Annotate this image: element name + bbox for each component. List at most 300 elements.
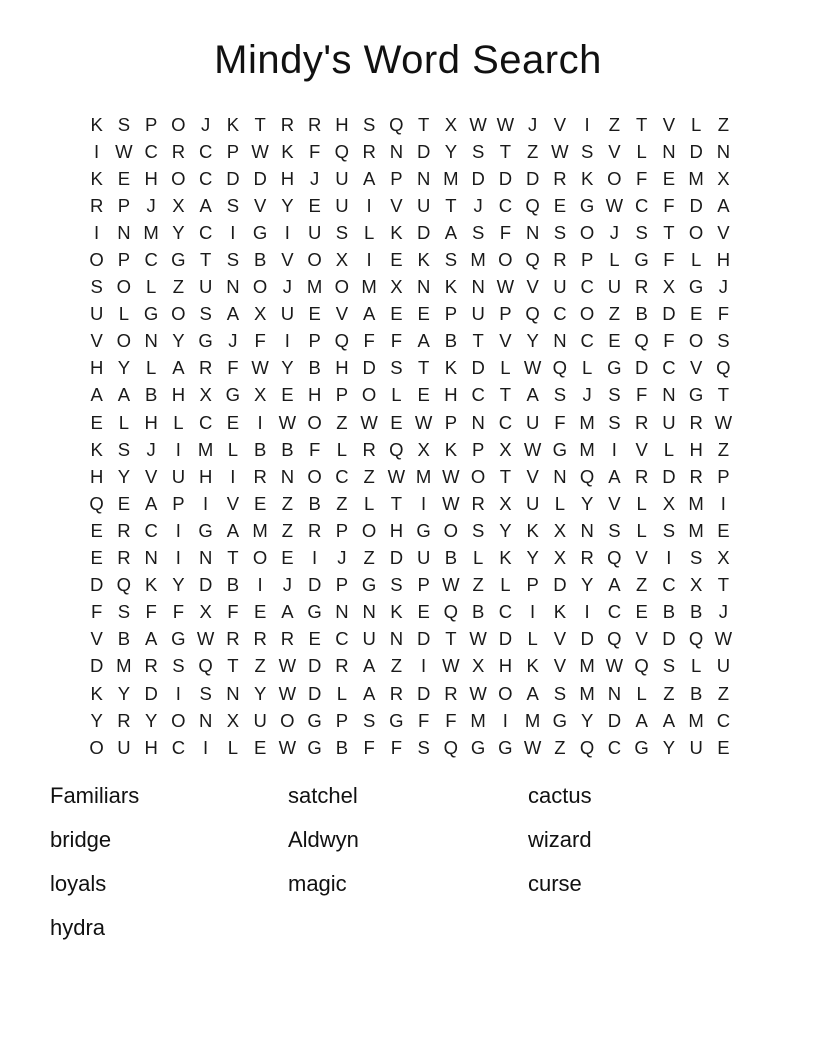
grid-cell: T (472, 330, 484, 352)
grid-cell: D (416, 628, 431, 650)
grid-cell: T (717, 574, 730, 596)
grid-cell: R (634, 411, 649, 433)
grid-cell: Q (443, 601, 459, 623)
grid-cell: S (689, 547, 703, 569)
grid-cell: M (688, 709, 704, 731)
grid-cell: V (253, 194, 267, 216)
grid-cell: X (417, 438, 430, 460)
grid-cell: Q (334, 330, 350, 352)
grid-cell: I (720, 492, 726, 514)
grid-cell: U (471, 303, 485, 325)
grid-cell: Y (580, 709, 594, 731)
grid-cell: C (198, 221, 213, 243)
grid-cell: J (718, 601, 728, 623)
grid-cell: Z (717, 438, 730, 460)
grid-cell: J (146, 194, 156, 216)
grid-cell: Z (390, 655, 403, 677)
grid-cell: X (444, 113, 458, 135)
grid-cell: H (444, 384, 458, 406)
grid-cell: L (145, 357, 157, 379)
grid-cell: W (551, 140, 569, 162)
grid-cell: E (717, 519, 730, 541)
grid-cell: S (417, 736, 430, 758)
grid-cell: D (362, 357, 376, 379)
grid-cell: C (498, 601, 513, 623)
grid-cell: X (499, 492, 512, 514)
grid-cell: W (278, 411, 297, 433)
grid-cell: V (144, 465, 158, 487)
grid-cell: J (146, 438, 156, 460)
grid-cell: C (607, 601, 622, 623)
grid-cell: V (390, 194, 403, 216)
grid-cell: P (144, 113, 158, 135)
grid-cell: N (471, 276, 485, 298)
grid-cell: Q (552, 357, 568, 379)
grid-cell: N (471, 411, 485, 433)
grid-cell: E (226, 411, 240, 433)
grid-cell: R (553, 249, 567, 271)
grid-cell: P (471, 438, 485, 460)
grid-cell: O (116, 276, 132, 298)
grid-cell: V (281, 249, 294, 271)
grid-cell: E (308, 194, 321, 216)
grid-cell: X (717, 547, 730, 569)
grid-cell: I (530, 601, 536, 623)
grid-cell: I (284, 221, 290, 243)
grid-cell: D (525, 167, 540, 189)
grid-cell: P (117, 194, 131, 216)
grid-cell: X (662, 276, 676, 298)
grid-cell: V (526, 465, 539, 487)
grid-cell: W (496, 113, 515, 135)
grid-cell: B (335, 736, 349, 758)
grid-cell: D (634, 357, 649, 379)
grid-cell: N (198, 547, 213, 569)
grid-cell: S (553, 384, 567, 406)
grid-cell: B (689, 682, 703, 704)
grid-cell: W (523, 438, 542, 460)
word-list-item: loyals (50, 871, 107, 896)
grid-cell: J (528, 113, 538, 135)
grid-cell: L (145, 276, 157, 298)
grid-cell: P (226, 140, 240, 162)
grid-cell: K (226, 113, 240, 135)
grid-cell: A (226, 519, 240, 541)
grid-cell: E (717, 736, 730, 758)
grid-cell: K (144, 574, 158, 596)
grid-cell: L (690, 655, 702, 677)
grid-cell: S (362, 709, 376, 731)
grid-cell: A (362, 682, 376, 704)
grid-cell: K (390, 601, 403, 623)
grid-cell: H (144, 167, 158, 189)
grid-cell: R (280, 113, 295, 135)
grid-cell: K (281, 140, 294, 162)
grid-cell: N (198, 709, 213, 731)
grid-cell: E (253, 492, 267, 514)
grid-cell: N (553, 330, 567, 352)
grid-cell: L (391, 384, 402, 406)
grid-cell: A (526, 682, 539, 704)
grid-cell: W (387, 465, 406, 487)
grid-cell: A (362, 303, 376, 325)
grid-cell: H (89, 465, 104, 487)
word-list-item: Familiars (50, 783, 140, 808)
grid-cell: T (717, 384, 730, 406)
grid-cell: W (442, 574, 460, 596)
grid-cell: G (688, 276, 704, 298)
grid-cell: R (117, 547, 131, 569)
grid-cell: O (579, 303, 595, 325)
grid-cell: W (469, 682, 487, 704)
grid-cell: D (416, 682, 431, 704)
grid-cell: E (90, 519, 103, 541)
grid-cell: F (254, 330, 266, 352)
grid-cell: M (197, 438, 214, 460)
grid-cell: E (390, 249, 403, 271)
puzzle-title: Mindy's Word Search (214, 38, 602, 82)
grid-cell: Y (281, 194, 294, 216)
grid-cell: D (416, 140, 431, 162)
grid-cell: S (199, 303, 212, 325)
grid-cell: O (688, 221, 704, 243)
grid-cell: O (307, 465, 322, 487)
grid-cell: Z (172, 276, 185, 298)
grid-cell: Q (525, 249, 540, 271)
grid-cell: G (634, 249, 649, 271)
grid-cell: U (525, 411, 540, 433)
grid-cell: G (607, 357, 622, 379)
grid-cell: U (307, 221, 322, 243)
grid-cell: X (335, 249, 349, 271)
grid-cell: L (609, 249, 620, 271)
grid-cell: L (690, 249, 702, 271)
grid-cell: K (580, 167, 594, 189)
grid-cell: J (609, 221, 619, 243)
grid-cell: O (171, 167, 186, 189)
grid-cell: P (172, 492, 185, 514)
grid-cell: S (717, 330, 730, 352)
grid-cell: F (663, 330, 675, 352)
grid-cell: I (584, 601, 590, 623)
grid-cell: Z (254, 655, 266, 677)
grid-cell: R (117, 709, 131, 731)
grid-cell: E (417, 384, 430, 406)
grid-cell: X (689, 574, 703, 596)
grid-cell: E (553, 194, 567, 216)
grid-cell: O (171, 709, 186, 731)
grid-cell: L (554, 492, 566, 514)
word-search-grid (83, 111, 737, 761)
grid-cell: P (499, 303, 512, 325)
grid-cell: F (227, 357, 239, 379)
grid-cell: Y (117, 682, 131, 704)
grid-cell: G (579, 194, 595, 216)
grid-cell: Y (253, 682, 267, 704)
grid-cell: L (663, 438, 675, 460)
grid-cell: I (175, 682, 181, 704)
grid-cell: A (172, 357, 185, 379)
grid-cell: S (635, 221, 648, 243)
word-list-item: satchel (288, 783, 358, 808)
grid-cell: H (89, 357, 104, 379)
grid-cell: S (471, 140, 485, 162)
grid-cell: L (500, 574, 511, 596)
grid-cell: D (689, 194, 703, 216)
grid-cell: W (523, 357, 542, 379)
grid-cell: V (553, 628, 567, 650)
grid-cell: H (689, 438, 703, 460)
grid-cell: T (499, 465, 512, 487)
grid-cell: B (253, 249, 267, 271)
grid-cell: X (471, 655, 485, 677)
grid-cell: Y (144, 709, 158, 731)
grid-cell: A (662, 709, 676, 731)
grid-cell: R (144, 655, 158, 677)
grid-cell: V (662, 113, 676, 135)
grid-cell: E (390, 411, 403, 433)
grid-cell: M (524, 709, 541, 731)
grid-cell: Y (526, 547, 539, 569)
grid-cell: R (471, 492, 485, 514)
grid-cell: Y (117, 357, 131, 379)
grid-cell: I (175, 547, 181, 569)
grid-cell: P (580, 249, 594, 271)
grid-cell: E (635, 601, 648, 623)
grid-cell: S (362, 113, 376, 135)
grid-cell: U (171, 465, 186, 487)
grid-cell: J (228, 330, 238, 352)
grid-cell: R (307, 113, 322, 135)
grid-cell: L (227, 736, 239, 758)
grid-cell: P (335, 519, 349, 541)
grid-cell: M (252, 519, 268, 541)
grid-cell: M (415, 465, 432, 487)
grid-cell: W (496, 276, 515, 298)
grid-cell: Z (526, 140, 539, 162)
grid-cell: Q (389, 113, 404, 135)
grid-cell: O (307, 411, 322, 433)
grid-cell: G (552, 709, 568, 731)
grid-cell: G (688, 384, 704, 406)
grid-cell: N (226, 276, 240, 298)
grid-cell: V (226, 492, 240, 514)
grid-cell: D (389, 547, 404, 569)
grid-cell: S (608, 384, 621, 406)
grid-cell: Q (198, 655, 213, 677)
grid-cell: F (445, 709, 457, 731)
grid-cell: Q (334, 140, 350, 162)
grid-cell: Z (281, 492, 294, 514)
grid-cell: C (144, 140, 158, 162)
grid-cell: O (361, 519, 377, 541)
word-list-column (528, 774, 592, 906)
grid-cell: L (336, 682, 348, 704)
grid-cell: N (716, 140, 731, 162)
grid-cell: G (252, 221, 268, 243)
grid-cell: R (580, 547, 594, 569)
grid-cell: Y (172, 574, 185, 596)
grid-cell: S (90, 276, 103, 298)
grid-cell: V (717, 221, 730, 243)
grid-cell: W (278, 655, 297, 677)
grid-cell: G (307, 601, 322, 623)
grid-cell: Q (443, 736, 459, 758)
grid-cell: G (416, 519, 431, 541)
grid-cell: B (253, 438, 267, 460)
grid-cell: X (662, 492, 676, 514)
grid-cell: C (144, 519, 158, 541)
grid-cell: D (471, 167, 485, 189)
grid-cell: D (307, 574, 322, 596)
grid-cell: G (198, 330, 213, 352)
grid-cell: D (307, 682, 322, 704)
grid-cell: L (636, 519, 647, 541)
grid-cell: C (335, 465, 349, 487)
grid-cell: N (607, 682, 622, 704)
grid-cell: E (117, 492, 131, 514)
grid-cell: O (443, 519, 459, 541)
grid-cell: I (366, 249, 372, 271)
grid-cell: H (335, 113, 349, 135)
grid-cell: L (472, 547, 484, 569)
grid-cell: U (335, 167, 349, 189)
grid-cell: E (117, 167, 131, 189)
grid-cell: S (608, 411, 621, 433)
grid-cell: C (498, 411, 513, 433)
grid-cell: Q (89, 492, 104, 514)
grid-cell: X (553, 519, 567, 541)
grid-cell: W (414, 411, 433, 433)
grid-cell: P (390, 167, 403, 189)
grid-cell: Z (635, 574, 648, 596)
grid-cell: A (281, 601, 294, 623)
grid-cell: R (634, 276, 649, 298)
grid-cell: Y (172, 221, 185, 243)
word-list-item: hydra (50, 915, 106, 940)
grid-cell: D (416, 221, 431, 243)
grid-cell: O (498, 682, 513, 704)
grid-cell: T (227, 547, 239, 569)
grid-cell: O (498, 249, 513, 271)
grid-cell: R (389, 682, 404, 704)
grid-cell: Z (608, 113, 621, 135)
grid-cell: F (499, 221, 512, 243)
grid-cell: A (144, 492, 158, 514)
grid-cell: G (470, 736, 486, 758)
grid-cell: P (308, 330, 321, 352)
grid-cell: U (662, 411, 676, 433)
grid-cell: H (498, 655, 513, 677)
grid-cell: D (253, 167, 267, 189)
grid-cell: B (144, 384, 158, 406)
grid-cell: V (335, 303, 349, 325)
grid-cell: O (470, 465, 486, 487)
grid-cell: C (662, 357, 676, 379)
grid-cell: V (499, 330, 512, 352)
grid-cell: P (444, 303, 458, 325)
grid-cell: L (363, 492, 375, 514)
grid-cell: B (308, 492, 321, 514)
grid-cell: T (417, 357, 430, 379)
grid-cell: P (417, 574, 430, 596)
grid-cell: Q (716, 357, 731, 379)
grid-cell: F (390, 330, 403, 352)
grid-cell: G (307, 736, 322, 758)
grid-cell: F (363, 330, 375, 352)
grid-cell: V (608, 492, 621, 514)
grid-cell: B (308, 357, 321, 379)
grid-cell: C (198, 167, 213, 189)
grid-cell: J (310, 167, 320, 189)
grid-cell: W (196, 628, 215, 650)
grid-cell: B (635, 303, 648, 325)
grid-cell: U (253, 709, 267, 731)
grid-cell: D (689, 140, 703, 162)
grid-cell: H (307, 384, 322, 406)
grid-cell: N (280, 465, 295, 487)
grid-cell: L (500, 357, 511, 379)
grid-cell: Q (116, 574, 132, 596)
grid-cell: S (662, 519, 676, 541)
grid-cell: F (417, 709, 430, 731)
grid-cell: R (689, 411, 703, 433)
grid-cell: E (417, 601, 430, 623)
grid-cell: E (253, 601, 267, 623)
grid-cell: B (689, 601, 703, 623)
grid-cell: B (226, 574, 240, 596)
grid-cell: F (635, 167, 648, 189)
grid-cell: J (582, 384, 592, 406)
grid-cell: W (251, 140, 269, 162)
grid-cell: A (199, 194, 212, 216)
grid-cell: G (634, 736, 649, 758)
grid-cell: G (361, 574, 377, 596)
grid-cell: U (89, 303, 104, 325)
grid-cell: D (226, 167, 240, 189)
grid-cell: D (662, 465, 676, 487)
grid-cell: R (689, 465, 703, 487)
grid-cell: I (366, 194, 372, 216)
grid-cell: E (90, 411, 103, 433)
grid-cell: Z (363, 465, 375, 487)
grid-cell: S (117, 113, 131, 135)
grid-cell: F (663, 249, 675, 271)
word-list-column (50, 774, 139, 950)
grid-cell: Q (389, 438, 404, 460)
grid-cell: H (198, 465, 213, 487)
grid-cell: J (282, 574, 292, 596)
grid-cell: M (443, 167, 459, 189)
grid-cell: P (335, 709, 349, 731)
grid-cell: W (605, 194, 624, 216)
grid-cell: D (498, 628, 513, 650)
grid-cell: O (89, 249, 104, 271)
grid-cell: V (635, 547, 648, 569)
grid-cell: C (198, 140, 213, 162)
word-list-item: magic (288, 871, 347, 896)
grid-cell: S (117, 601, 131, 623)
grid-cell: J (337, 547, 347, 569)
grid-cell: W (251, 357, 269, 379)
grid-cell: D (307, 655, 322, 677)
grid-cell: Z (363, 547, 375, 569)
grid-cell: M (579, 682, 595, 704)
grid-cell: M (688, 167, 704, 189)
grid-cell: W (523, 736, 542, 758)
grid-cell: Y (90, 709, 103, 731)
grid-cell: A (90, 384, 103, 406)
